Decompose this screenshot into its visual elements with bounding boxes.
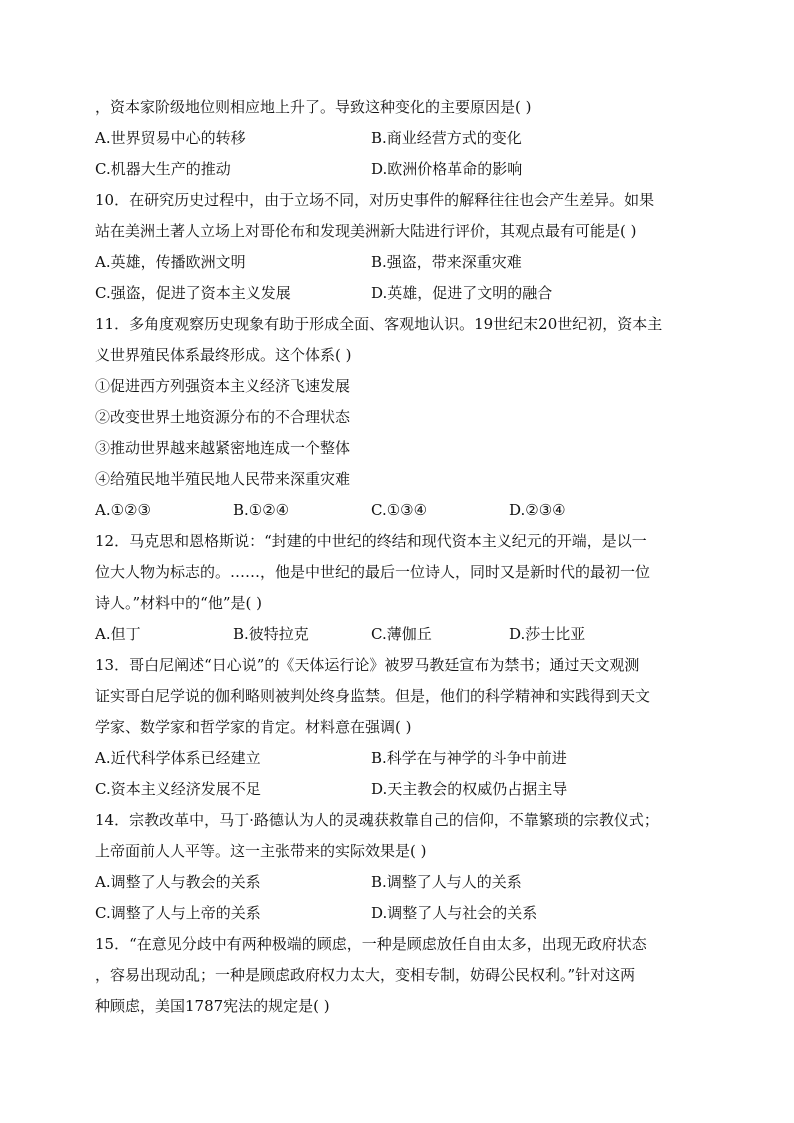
option-c: C.强盗，促进了资本主义发展 [95, 284, 291, 302]
exam-page [95, 92, 695, 1022]
q9-options-row1 [95, 123, 695, 154]
option-b: B.强盗，带来深重灾难 [371, 253, 522, 271]
q9-stem-tail: ，资本家阶级地位则相应地上升了。导致这种变化的主要原因是( ) [95, 98, 532, 116]
q13-options-row2 [95, 774, 695, 805]
option-b: B.科学在与神学的斗争中前进 [371, 749, 567, 767]
q12-stem-line: 诗人。”材料中的“他”是( ) [95, 594, 262, 612]
option-c: C.调整了人与上帝的关系 [95, 904, 261, 922]
option-c: C.①③④ [371, 501, 428, 519]
q12-stem-line: 12．马克思和恩格斯说：“封建的中世纪的终结和现代资本主义纪元的开端，是以一 [95, 532, 647, 550]
q9-options-row2 [95, 154, 695, 185]
q12-options-row [95, 619, 695, 650]
q13-stem-line: 学家、数学家和哲学家的肯定。材料意在强调( ) [95, 718, 412, 736]
option-b: B.调整了人与人的关系 [371, 873, 522, 891]
option-d: D.②③④ [509, 501, 566, 519]
q11-item: ②改变世界土地资源分布的不合理状态 [95, 408, 351, 426]
q15-stem-line: 15．“在意见分歧中有两种极端的顾虑，一种是顾虑放任自由太多，出现无政府状态 [95, 935, 647, 953]
q11-item: ①促进西方列强资本主义经济飞速发展 [95, 377, 351, 395]
q10-stem-line: 站在美洲土著人立场上对哥伦布和发现美洲新大陆进行评价，其观点最有可能是( ) [95, 222, 637, 240]
option-d: D.调整了人与社会的关系 [371, 904, 538, 922]
q14-options-row2 [95, 898, 695, 929]
q10-options-row1 [95, 247, 695, 278]
option-d: D.欧洲价格革命的影响 [371, 160, 523, 178]
option-c: C.机器大生产的推动 [95, 160, 231, 178]
q11-item: ④给殖民地半殖民地人民带来深重灾难 [95, 470, 351, 488]
option-c: C.资本主义经济发展不足 [95, 780, 261, 798]
q14-stem-line: 14．宗教改革中，马丁·路德认为人的灵魂获救靠自己的信仰，不靠繁琐的宗教仪式； [95, 811, 659, 829]
q15-stem-line: 种顾虑，美国1787宪法的规定是( ) [95, 997, 330, 1015]
q15-stem-line: ，容易出现动乱；一种是顾虑政府权力太大，变相专制，妨碍公民权利。”针对这两 [95, 966, 636, 984]
q11-item: ③推动世界越来越紧密地连成一个整体 [95, 439, 351, 457]
option-b: B.商业经营方式的变化 [371, 129, 522, 147]
option-d: D.莎士比亚 [509, 625, 586, 643]
q11-stem-line: 11．多角度观察历史现象有助于形成全面、客观地认识。19世纪末20世纪初，资本主 [95, 315, 663, 333]
q10-options-row2 [95, 278, 695, 309]
option-a: A.世界贸易中心的转移 [95, 129, 246, 147]
q13-options-row1 [95, 743, 695, 774]
q14-stem-line: 上帝面前人人平等。这一主张带来的实际效果是( ) [95, 842, 427, 860]
q10-stem-line: 10．在研究历史过程中，由于立场不同，对历史事件的解释往往也会产生差异。如果 [95, 191, 655, 209]
option-d: D.天主教会的权威仍占据主导 [371, 780, 568, 798]
q14-options-row1 [95, 867, 695, 898]
option-a: A.但丁 [95, 625, 141, 643]
q11-options-row [95, 495, 695, 526]
q12-stem-line: 位大人物为标志的。……，他是中世纪的最后一位诗人，同时又是新时代的最初一位 [95, 563, 651, 581]
q13-stem-line: 证实哥白尼学说的伽利略则被判处终身监禁。但是，他们的科学精神和实践得到天文 [95, 687, 651, 705]
option-c: C.薄伽丘 [371, 625, 432, 643]
option-a: A.①②③ [95, 501, 151, 519]
option-a: A.近代科学体系已经建立 [95, 749, 261, 767]
option-a: A.调整了人与教会的关系 [95, 873, 261, 891]
q11-stem-line: 义世界殖民体系最终形成。这个体系( ) [95, 346, 352, 364]
q13-stem-line: 13．哥白尼阐述“日心说”的《天体运行论》被罗马教廷宣布为禁书；通过天文观测 [95, 656, 640, 674]
option-b: B.①②④ [233, 501, 290, 519]
option-b: B.彼特拉克 [233, 625, 309, 643]
option-a: A.英雄，传播欧洲文明 [95, 253, 246, 271]
option-d: D.英雄，促进了文明的融合 [371, 284, 553, 302]
